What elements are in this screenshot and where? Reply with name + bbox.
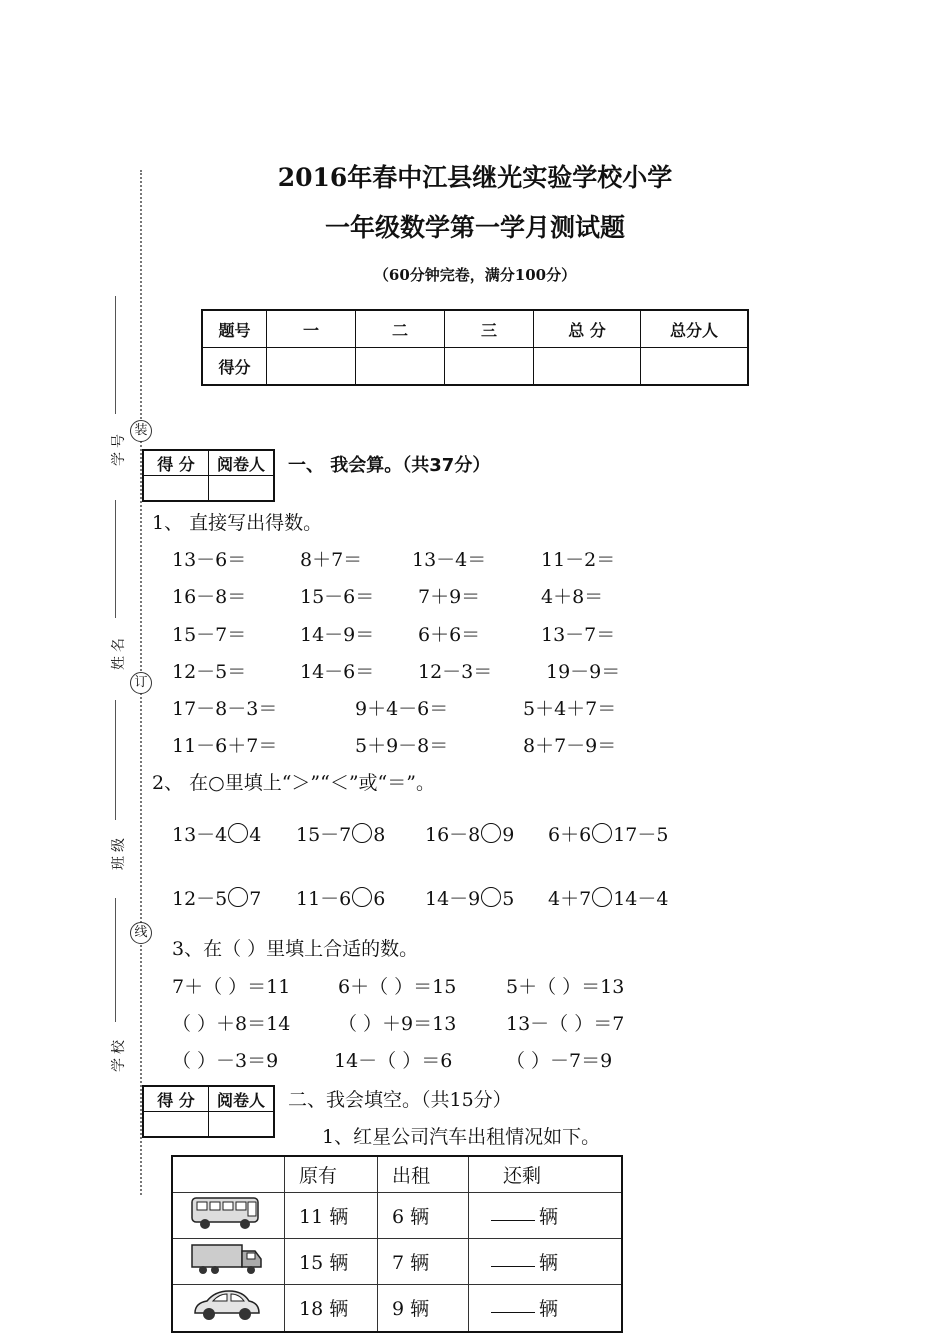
section1-heading: 一、 我会算。（共37分） — [288, 455, 491, 476]
section2-q1-title: 1、红星公司汽车出租情况如下。 — [322, 1126, 601, 1148]
score-table-header: 二 — [356, 310, 445, 348]
compare-left: 6＋6 — [548, 824, 592, 846]
car-icon — [172, 1284, 285, 1332]
answer-blank[interactable] — [491, 1265, 535, 1267]
table-corner — [172, 1156, 285, 1192]
truck-icon — [172, 1238, 285, 1284]
arith-item: 15－6＝ — [300, 586, 375, 608]
seal-ding: 订 — [130, 672, 152, 694]
compare-item — [172, 820, 261, 847]
compare-item — [172, 884, 261, 911]
fill-item[interactable]: 6＋（ ）＝15 — [338, 976, 457, 998]
arith-item: 5＋9－8＝ — [355, 735, 449, 757]
grader-reviewer-label: 阅卷人 — [209, 450, 275, 476]
compare-circle[interactable] — [481, 887, 501, 907]
seal-xian: 线 — [130, 922, 152, 944]
arith-item: 16－8＝ — [172, 586, 247, 608]
have-count: 15 辆 — [285, 1238, 378, 1284]
compare-left: 4＋7 — [548, 888, 592, 910]
compare-item — [296, 884, 385, 911]
unit-label: 辆 — [539, 1251, 559, 1274]
grader-reviewer-label: 阅卷人 — [209, 1086, 275, 1112]
left-answer[interactable] — [469, 1192, 623, 1238]
compare-right: 4 — [249, 824, 262, 846]
fill-item[interactable]: （ ）－7＝9 — [506, 1050, 613, 1072]
answer-blank[interactable] — [491, 1311, 535, 1313]
exam-subtitle: （60分钟完卷，满分100分） — [373, 266, 577, 284]
score-cell[interactable] — [534, 348, 641, 386]
fill-item[interactable]: 7＋（ ）＝11 — [172, 976, 291, 998]
answer-blank[interactable] — [491, 1219, 535, 1221]
compare-item — [548, 884, 668, 911]
grader-box — [142, 449, 275, 502]
compare-item — [425, 820, 514, 847]
q3-title: 3、在（ ）里填上合适的数。 — [172, 938, 419, 960]
have-count: 18 辆 — [285, 1284, 378, 1332]
grader-score-cell[interactable] — [143, 476, 209, 502]
arith-item: 7＋9＝ — [418, 586, 481, 608]
exam-title-line1: 2016年春中江县继光实验学校小学 — [277, 163, 673, 192]
compare-right: 5 — [502, 888, 515, 910]
compare-circle[interactable] — [352, 887, 372, 907]
arith-item: 13－7＝ — [541, 624, 616, 646]
q2-title: 2、 在○里填上“＞”“＜”或“＝”。 — [152, 772, 435, 794]
seal-zhuang: 装 — [130, 420, 152, 442]
q1-title: 1、 直接写出得数。 — [152, 512, 323, 534]
have-count: 11 辆 — [285, 1192, 378, 1238]
fill-item[interactable]: （ ）＋8＝14 — [172, 1013, 291, 1035]
student-id-line — [115, 296, 116, 414]
class-line — [115, 700, 116, 820]
label-name: 姓名 — [111, 634, 127, 670]
grader-reviewer-cell[interactable] — [209, 476, 275, 502]
compare-item — [548, 820, 668, 847]
unit-label: 辆 — [539, 1298, 559, 1321]
score-cell[interactable] — [641, 348, 749, 386]
arith-item: 11－6＋7＝ — [172, 735, 278, 757]
label-class: 班级 — [111, 834, 127, 870]
compare-left: 15－7 — [296, 824, 352, 846]
compare-left: 16－8 — [425, 824, 481, 846]
score-cell[interactable] — [356, 348, 445, 386]
rented-count: 9 辆 — [378, 1284, 469, 1332]
grader-box — [142, 1085, 275, 1138]
score-table-header: 三 — [445, 310, 534, 348]
label-student-id: 学号 — [111, 430, 127, 466]
score-cell[interactable] — [267, 348, 356, 386]
arith-item: 4＋8＝ — [541, 586, 604, 608]
score-table — [201, 309, 749, 386]
arith-item: 13－4＝ — [412, 549, 487, 571]
fill-item[interactable]: （ ）＋9＝13 — [338, 1013, 457, 1035]
score-table-header: 一 — [267, 310, 356, 348]
compare-left: 13－4 — [172, 824, 228, 846]
compare-item — [425, 884, 514, 911]
compare-left: 14－9 — [425, 888, 481, 910]
fill-item[interactable]: （ ）－3＝9 — [172, 1050, 279, 1072]
compare-circle[interactable] — [481, 823, 501, 843]
arith-item: 12－3＝ — [418, 661, 493, 683]
compare-right: 6 — [373, 888, 386, 910]
arith-item: 6＋6＝ — [418, 624, 481, 646]
score-table-row-label: 得分 — [202, 348, 267, 386]
label-school: 学校 — [111, 1036, 127, 1072]
rented-count: 6 辆 — [378, 1192, 469, 1238]
arith-item: 17－8－3＝ — [172, 698, 278, 720]
grader-score-label: 得 分 — [143, 450, 209, 476]
compare-right: 9 — [502, 824, 515, 846]
rented-count: 7 辆 — [378, 1238, 469, 1284]
grader-reviewer-cell[interactable] — [209, 1112, 275, 1138]
arith-item: 14－6＝ — [300, 661, 375, 683]
arith-item: 11－2＝ — [541, 549, 616, 571]
compare-circle[interactable] — [228, 823, 248, 843]
score-table-header: 题号 — [202, 310, 267, 348]
arith-item: 14－9＝ — [300, 624, 375, 646]
compare-circle[interactable] — [352, 823, 372, 843]
arith-item: 9＋4－6＝ — [355, 698, 449, 720]
compare-right: 14－4 — [613, 888, 669, 910]
arith-item: 8＋7－9＝ — [523, 735, 617, 757]
table-row — [172, 1284, 622, 1332]
compare-right: 17－5 — [613, 824, 669, 846]
arith-item: 15－7＝ — [172, 624, 247, 646]
compare-circle[interactable] — [592, 823, 612, 843]
exam-title-line2: 一年级数学第一学月测试题 — [324, 213, 625, 242]
compare-right: 7 — [249, 888, 262, 910]
col-header-left: 还剩 — [469, 1156, 623, 1192]
compare-circle[interactable] — [228, 887, 248, 907]
arith-item: 12－5＝ — [172, 661, 247, 683]
compare-right: 8 — [373, 824, 386, 846]
grader-score-label: 得 分 — [143, 1086, 209, 1112]
left-answer[interactable] — [469, 1238, 623, 1284]
score-table-header: 总 分 — [534, 310, 641, 348]
table-row — [172, 1192, 622, 1238]
bus-icon — [172, 1192, 285, 1238]
arith-item: 8＋7＝ — [300, 549, 363, 571]
fill-item[interactable]: 13－（ ）＝7 — [506, 1013, 625, 1035]
unit-label: 辆 — [539, 1205, 559, 1228]
arith-item: 5＋4＋7＝ — [523, 698, 617, 720]
compare-circle[interactable] — [592, 887, 612, 907]
section2-heading: 二、我会填空。（共15分） — [288, 1089, 512, 1111]
compare-left: 12－5 — [172, 888, 228, 910]
score-table-header: 总分人 — [641, 310, 749, 348]
name-line — [115, 500, 116, 618]
school-line — [115, 898, 116, 1022]
car-rental-table — [171, 1155, 623, 1333]
compare-left: 11－6 — [296, 888, 352, 910]
fill-item[interactable]: 14－（ ）＝6 — [334, 1050, 453, 1072]
score-cell[interactable] — [445, 348, 534, 386]
arith-item: 19－9＝ — [546, 661, 621, 683]
fill-item[interactable]: 5＋（ ）＝13 — [506, 976, 625, 998]
col-header-have: 原有 — [285, 1156, 378, 1192]
table-row — [172, 1238, 622, 1284]
grader-score-cell[interactable] — [143, 1112, 209, 1138]
arith-item: 13－6＝ — [172, 549, 247, 571]
compare-item — [296, 820, 385, 847]
col-header-rented: 出租 — [378, 1156, 469, 1192]
left-answer[interactable] — [469, 1284, 623, 1332]
